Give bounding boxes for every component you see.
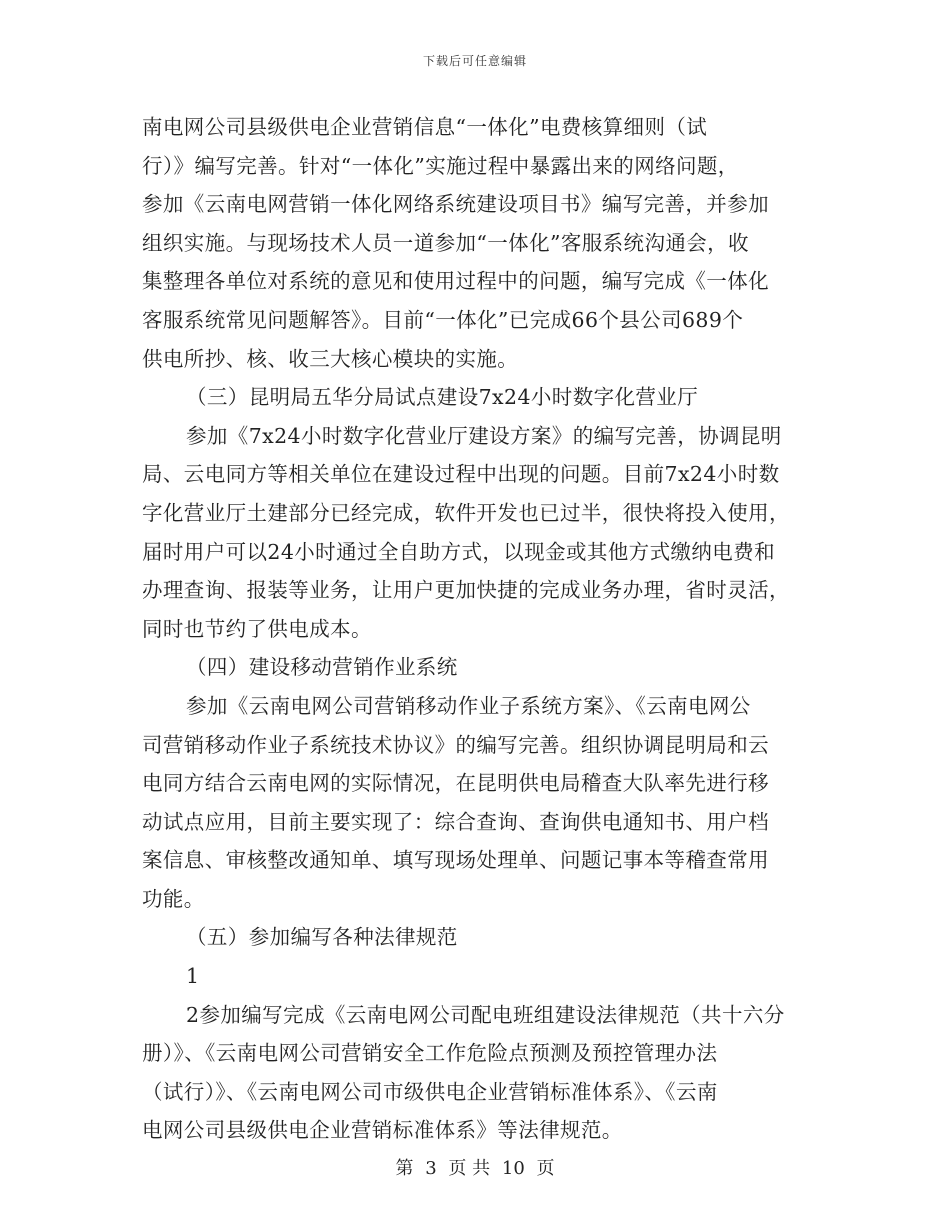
text-line: 册）》、《云南电网公司营销安全工作危险点预测及预控管理办法 — [142, 1041, 718, 1066]
paragraph-first-line: 参加《云南电网公司营销移动作业子系统方案》、《云南电网公 — [186, 693, 751, 718]
text-line: 客服系统常见问题解答》。目前“一体化”已完成66个县公司689个 — [142, 307, 744, 332]
text-line: 南电网公司县级供电企业营销信息“一体化”电费核算细则（试 — [142, 115, 708, 139]
text-line: 局、云电同方等相关单位在建设过程中出现的问题。目前7x24小时数 — [142, 462, 780, 487]
section-heading-5: （五）参加编写各种法律规范 — [186, 925, 458, 950]
text-line: 同时也节约了供电成本。 — [142, 616, 372, 641]
text-line: 字化营业厅土建部分已经完成，软件开发也已过半，很快将投入使用， — [142, 500, 790, 525]
text-line: 办理查询、报装等业务，让用户更加快捷的完成业务办理，省时灵活， — [142, 578, 790, 603]
text-line: 集整理各单位对系统的意见和使用过程中的问题，编写完成《一体化 — [142, 269, 769, 294]
document-body — [142, 108, 822, 1150]
section-heading-4: （四）建设移动营销作业系统 — [186, 655, 458, 680]
text-line: 电同方结合云南电网的实际情况，在昆明供电局稽查大队率先进行移 — [142, 771, 769, 796]
text-line: 届时用户可以24小时通过全自助方式，以现金或其他方式缴纳电费和 — [142, 539, 775, 564]
section-heading-3: （三）昆明局五华分局试点建设7x24小时数字化营业厅 — [186, 385, 699, 410]
footer-mid: 页 共 — [448, 1158, 491, 1179]
footer-suffix: 页 — [536, 1158, 555, 1179]
paragraph-first-line: 参加《7x24小时数字化营业厅建设方案》的编写完善，协调昆明 — [186, 423, 782, 448]
paragraph-first-line: 2参加编写完成《云南电网公司配电班组建设法律规范（共十六分 — [186, 1002, 785, 1027]
text-line: 案信息、审核整改通知单、填写现场处理单、问题记事本等稽查常用 — [142, 848, 769, 873]
text-line: 组织实施。与现场技术人员一道参加“一体化”客服系统沟通会，收 — [142, 230, 749, 255]
current-page-number: 3 — [425, 1158, 437, 1179]
list-number: 1 — [186, 964, 200, 989]
text-line: 功能。 — [142, 886, 205, 911]
text-line: （试行）》、《云南电网公司市级供电企业营销标准体系》、《云南 — [142, 1079, 718, 1104]
text-line: 参加《云南电网营销一体化网络系统建设项目书》编写完善，并参加 — [142, 192, 769, 217]
text-line: 供电所抄、核、收三大核心模块的实施。 — [142, 346, 519, 371]
text-line: 行）》编写完善。针对“一体化”实施过程中暴露出来的网络问题， — [142, 153, 739, 178]
page-header-note: 下载后可任意编辑 — [422, 54, 527, 68]
text-line: 动试点应用，目前主要实现了：综合查询、查询供电通知书、用户档 — [142, 809, 769, 834]
footer-prefix: 第 — [395, 1158, 414, 1179]
total-page-count: 10 — [501, 1158, 525, 1179]
text-line: 电网公司县级供电企业营销标准体系》等法律规范。 — [142, 1118, 623, 1143]
page-footer — [0, 1154, 950, 1180]
text-line: 司营销移动作业子系统技术协议》的编写完善。组织协调昆明局和云 — [142, 732, 769, 757]
